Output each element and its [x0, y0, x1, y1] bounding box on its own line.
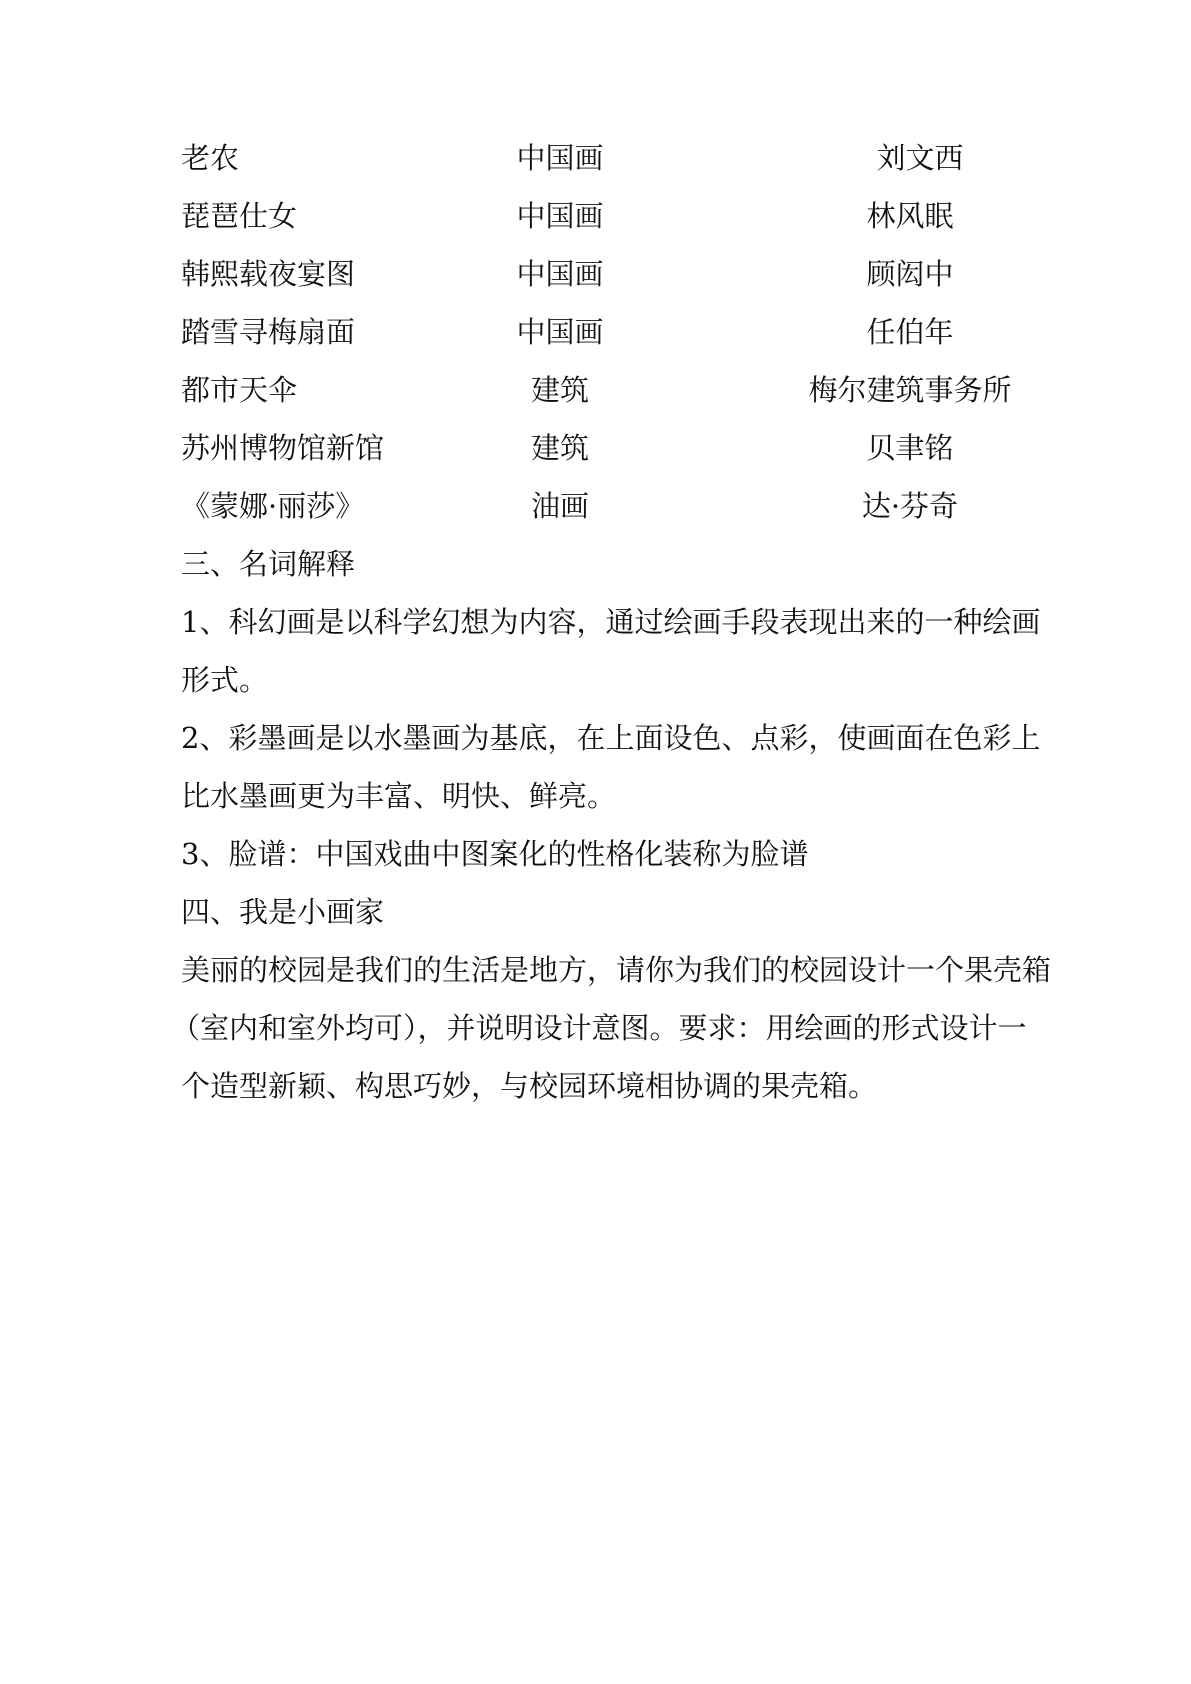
- term-definition-line: 比水墨画更为丰富、明快、鲜亮。: [181, 779, 617, 813]
- artwork-type: 油画: [530, 489, 589, 523]
- artwork-title: 踏雪寻梅扇面: [181, 315, 356, 349]
- artwork-author: 任伯年: [866, 315, 954, 349]
- artwork-type: 建筑: [530, 373, 589, 407]
- artwork-title: 苏州博物馆新馆: [181, 431, 385, 465]
- term-definition-line: 形式。: [181, 663, 269, 697]
- paragraph-line: 美丽的校园是我们的生活是地方，请你为我们的校园设计一个果壳箱: [181, 953, 1052, 987]
- artwork-type: 建筑: [530, 431, 589, 465]
- section-heading: 四、我是小画家: [181, 895, 385, 929]
- artwork-author: 顾闳中: [866, 257, 954, 291]
- artwork-title: 琵琶仕女: [181, 199, 298, 233]
- artwork-title: 都市天伞: [181, 373, 298, 407]
- artwork-title: 韩熙载夜宴图: [181, 257, 356, 291]
- artwork-type: 中国画: [516, 257, 604, 291]
- artwork-type: 中国画: [516, 199, 604, 233]
- artwork-author: 刘文西: [876, 141, 964, 175]
- artwork-type: 中国画: [516, 315, 604, 349]
- section-heading: 三、名词解释: [181, 547, 356, 581]
- term-definition-line: 2、彩墨画是以水墨画为基底，在上面设色、点彩，使画面在色彩上: [181, 721, 1041, 755]
- paragraph-line: 个造型新颖、构思巧妙，与校园环境相协调的果壳箱。: [181, 1069, 878, 1103]
- artwork-title: 《蒙娜·丽莎》: [181, 489, 365, 523]
- artwork-author: 达·芬奇: [861, 489, 959, 523]
- term-definition-line: 1、科幻画是以科学幻想为内容，通过绘画手段表现出来的一种绘画: [181, 605, 1041, 639]
- term-definition-line: 3、脸谱：中国戏曲中图案化的性格化装称为脸谱: [181, 837, 809, 871]
- artwork-title: 老农: [181, 141, 240, 175]
- artwork-type: 中国画: [516, 141, 604, 175]
- paragraph-line: （室内和室外均可），并说明设计意图。要求：用绘画的形式设计一: [171, 1011, 1027, 1045]
- artwork-author: 林风眠: [866, 199, 954, 233]
- artwork-author: 贝聿铭: [866, 431, 954, 465]
- artwork-author: 梅尔建筑事务所: [808, 373, 1012, 407]
